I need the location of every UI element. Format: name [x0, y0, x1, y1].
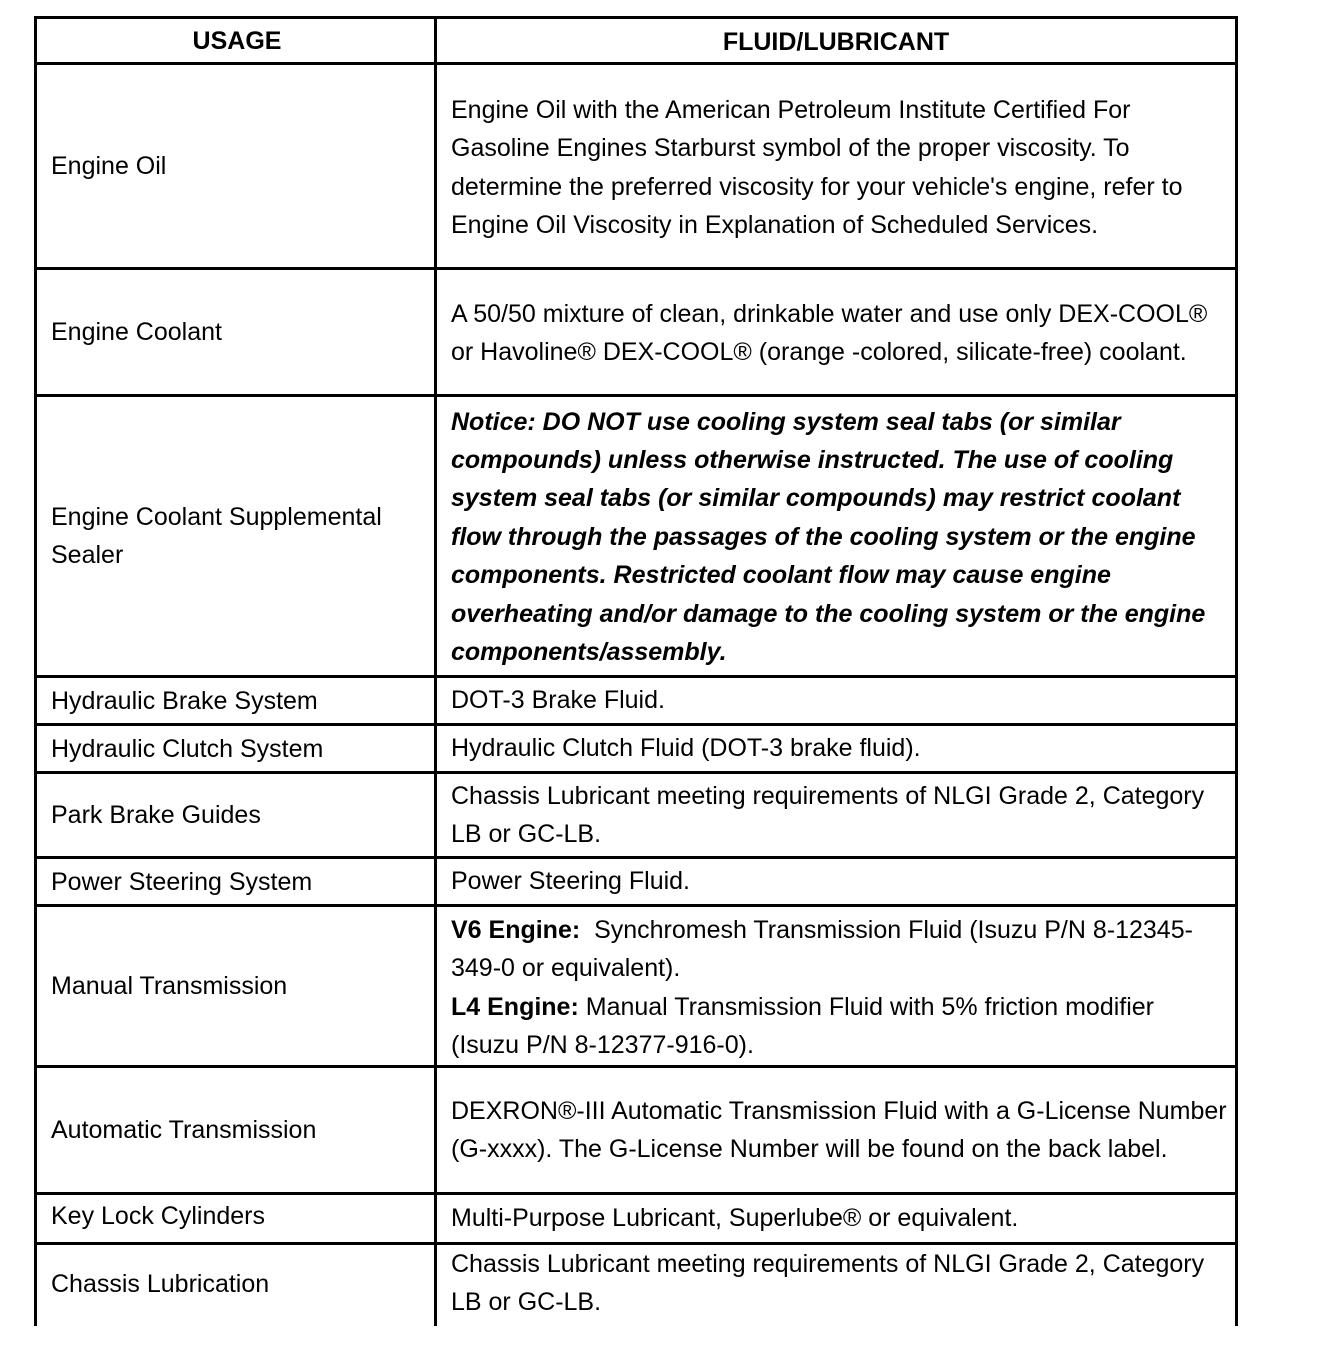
usage-cell: Key Lock Cylinders: [51, 1202, 265, 1230]
usage-cell: Engine Coolant Supplemental Sealer: [51, 503, 382, 569]
fluid-cell: DEXRON®-III Automatic Transmission Fluid with a G-License Number (G-xxxx). The G-License Number will be found on the back label.: [451, 1096, 1227, 1163]
fluid-cell: Chassis Lubricant meeting requirements of NLGI Grade 2, Category LB or GC-LB.: [451, 781, 1205, 848]
fluid-cell: [437, 907, 1235, 1065]
fluid-cell: Hydraulic Clutch Fluid (DOT-3 brake fluid).: [451, 734, 921, 763]
fluid-cell: Power Steering Fluid.: [451, 867, 691, 896]
header-fluid-lubricant: FLUID/LUBRICANT: [722, 27, 950, 56]
fluid-cell: Chassis Lubricant meeting requirements of NLGI Grade 2, Category LB or GC-LB.: [451, 1250, 1205, 1317]
usage-cell: Park Brake Guides: [51, 801, 261, 829]
notice-cell: Notice: DO NOT use cooling system seal tabs (or similar compounds) unless otherwise instructed. The use of cooling system seal tabs (or similar compounds) may restrict coolant flow through the passages of the cooling system or the engine components. Restricted coolant flow may cause engine overheating and/or damage to the cooling system or the engine components/assembly.: [451, 407, 1206, 667]
usage-cell: Engine Coolant: [51, 318, 222, 346]
usage-cell: Hydraulic Brake System: [51, 686, 318, 715]
fluid-cell: Engine Oil with the American Petroleum Institute Certified For Gasoline Engines Starburst symbol of the proper viscosity. To determine the preferred viscosity for your vehicle's engine, refer to Engine Oil Viscosity in Explanation of Scheduled Services.: [451, 95, 1183, 239]
l4-engine-label: L4 Engine:: [451, 992, 579, 1021]
fluid-cell: A 50/50 mixture of clean, drinkable water and use only DEX-COOL® or Havoline® DEX-COOL® (orange -colored, silicate-free) coolant.: [451, 299, 1208, 366]
usage-cell: Manual Transmission: [51, 972, 288, 1000]
v6-engine-spec: [451, 911, 1227, 988]
fluid-cell: DOT-3 Brake Fluid.: [451, 686, 665, 715]
usage-cell: Power Steering System: [51, 867, 313, 896]
usage-cell: Hydraulic Clutch System: [51, 734, 324, 763]
l4-engine-spec: [451, 988, 1227, 1065]
usage-cell: Engine Oil: [51, 152, 167, 180]
header-usage: USAGE: [192, 26, 282, 55]
usage-cell: Automatic Transmission: [51, 1116, 317, 1144]
fluid-cell: Multi-Purpose Lubricant, Superlube® or equivalent.: [451, 1204, 1019, 1233]
v6-engine-label: V6 Engine:: [451, 916, 581, 944]
table-border-right: [1235, 16, 1238, 1326]
usage-cell: Chassis Lubrication: [51, 1270, 270, 1298]
l4-engine-text: Manual Transmission Fluid with 5% friction modifier (Isuzu P/N 8-12377-916-0).: [451, 992, 1161, 1060]
v6-engine-text: Synchromesh Transmission Fluid (Isuzu P/N 8-12345-349-0 or equivalent).: [451, 916, 1193, 983]
